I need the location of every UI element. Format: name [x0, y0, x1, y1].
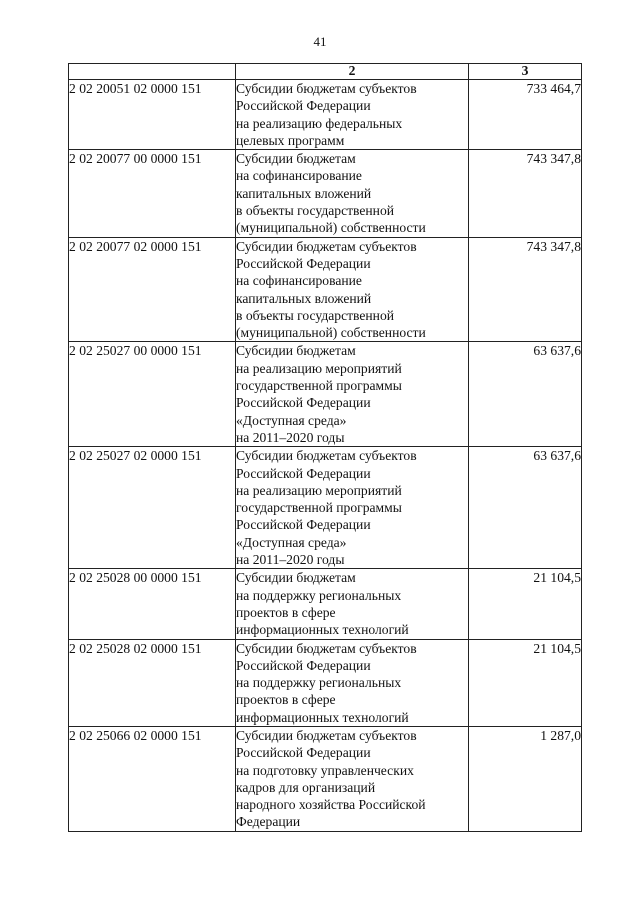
budget-description — [236, 150, 469, 237]
budget-code: 2 02 25027 02 0000 151 — [69, 447, 236, 569]
description-line: на реализацию федеральных — [236, 115, 403, 131]
budget-description — [236, 342, 469, 447]
description-line: на софинансирование — [236, 168, 362, 184]
description-line: государственной программы — [236, 378, 402, 394]
description-line: (муниципальной) собственности — [236, 220, 426, 236]
budget-amount: 743 347,8 — [469, 237, 582, 342]
description-line: информационных технологий — [236, 709, 409, 725]
description-line: Субсидии бюджетам субъектов — [236, 238, 417, 254]
description-line: Субсидии бюджетам — [236, 570, 356, 586]
description-line: целевых программ — [236, 132, 345, 148]
budget-code: 2 02 25066 02 0000 151 — [69, 726, 236, 831]
budget-amount: 63 637,6 — [469, 447, 582, 569]
description-line: (муниципальной) собственности — [236, 325, 426, 341]
budget-amount: 21 104,5 — [469, 639, 582, 726]
description-line: государственной программы — [236, 500, 402, 516]
description-line: на 2011–2020 годы — [236, 552, 345, 568]
description-line: на 2011–2020 годы — [236, 429, 345, 445]
description-line: капитальных вложений — [236, 290, 372, 306]
budget-code: 2 02 20051 02 0000 151 — [69, 80, 236, 150]
table-row — [69, 447, 582, 569]
budget-amount: 743 347,8 — [469, 150, 582, 237]
description-line: Российской Федерации — [236, 745, 371, 761]
budget-description — [236, 447, 469, 569]
description-line: Субсидии бюджетам субъектов — [236, 81, 417, 96]
budget-description — [236, 237, 469, 342]
table-row — [69, 342, 582, 447]
budget-description — [236, 569, 469, 639]
table-row — [69, 80, 582, 150]
description-line: на поддержку региональных — [236, 587, 402, 603]
description-line: в объекты государственной — [236, 307, 395, 323]
description-line: на реализацию мероприятий — [236, 482, 402, 498]
budget-code: 2 02 25028 00 0000 151 — [69, 569, 236, 639]
table-header-row — [69, 64, 582, 80]
description-line: Российской Федерации — [236, 255, 371, 271]
table-row — [69, 639, 582, 726]
description-line: Российской Федерации — [236, 657, 371, 673]
budget-code: 2 02 25027 00 0000 151 — [69, 342, 236, 447]
description-line: информационных технологий — [236, 622, 409, 638]
description-line: кадров для организаций — [236, 779, 376, 795]
description-line: на поддержку региональных — [236, 675, 402, 691]
budget-code: 2 02 25028 02 0000 151 — [69, 639, 236, 726]
description-line: Российской Федерации — [236, 395, 371, 411]
description-line: «Доступная среда» — [236, 412, 347, 428]
description-line: народного хозяйства Российской — [236, 797, 426, 813]
column-header-2: 2 — [236, 64, 469, 80]
description-line: в объекты государственной — [236, 203, 395, 219]
budget-amount: 1 287,0 — [469, 726, 582, 831]
description-line: Субсидии бюджетам субъектов — [236, 727, 417, 743]
budget-amount: 63 637,6 — [469, 342, 582, 447]
budget-description — [236, 80, 469, 150]
description-line: Субсидии бюджетам субъектов — [236, 640, 417, 656]
budget-code: 2 02 20077 00 0000 151 — [69, 150, 236, 237]
description-line: Субсидии бюджетам — [236, 343, 356, 359]
description-line: Российской Федерации — [236, 465, 371, 481]
column-header-1 — [69, 64, 236, 80]
description-line: на реализацию мероприятий — [236, 360, 402, 376]
description-line: на подготовку управленческих — [236, 762, 414, 778]
description-line: Российской Федерации — [236, 517, 371, 533]
budget-amount: 21 104,5 — [469, 569, 582, 639]
column-header-3: 3 — [469, 64, 582, 80]
description-line: капитальных вложений — [236, 185, 372, 201]
description-line: «Доступная среда» — [236, 534, 347, 550]
description-line: Российской Федерации — [236, 98, 371, 114]
description-line: проектов в сфере — [236, 604, 336, 620]
description-line: проектов в сфере — [236, 692, 336, 708]
table-row — [69, 237, 582, 342]
budget-table — [68, 63, 582, 832]
table-row — [69, 569, 582, 639]
page-number: 41 — [313, 34, 327, 49]
budget-amount: 733 464,7 — [469, 80, 582, 150]
table-row — [69, 150, 582, 237]
description-line: Субсидии бюджетам субъектов — [236, 448, 417, 464]
table-row — [69, 726, 582, 831]
budget-description — [236, 639, 469, 726]
budget-description — [236, 726, 469, 831]
budget-code: 2 02 20077 02 0000 151 — [69, 237, 236, 342]
description-line: на софинансирование — [236, 273, 362, 289]
description-line: Субсидии бюджетам — [236, 151, 356, 167]
description-line: Федерации — [236, 814, 301, 830]
